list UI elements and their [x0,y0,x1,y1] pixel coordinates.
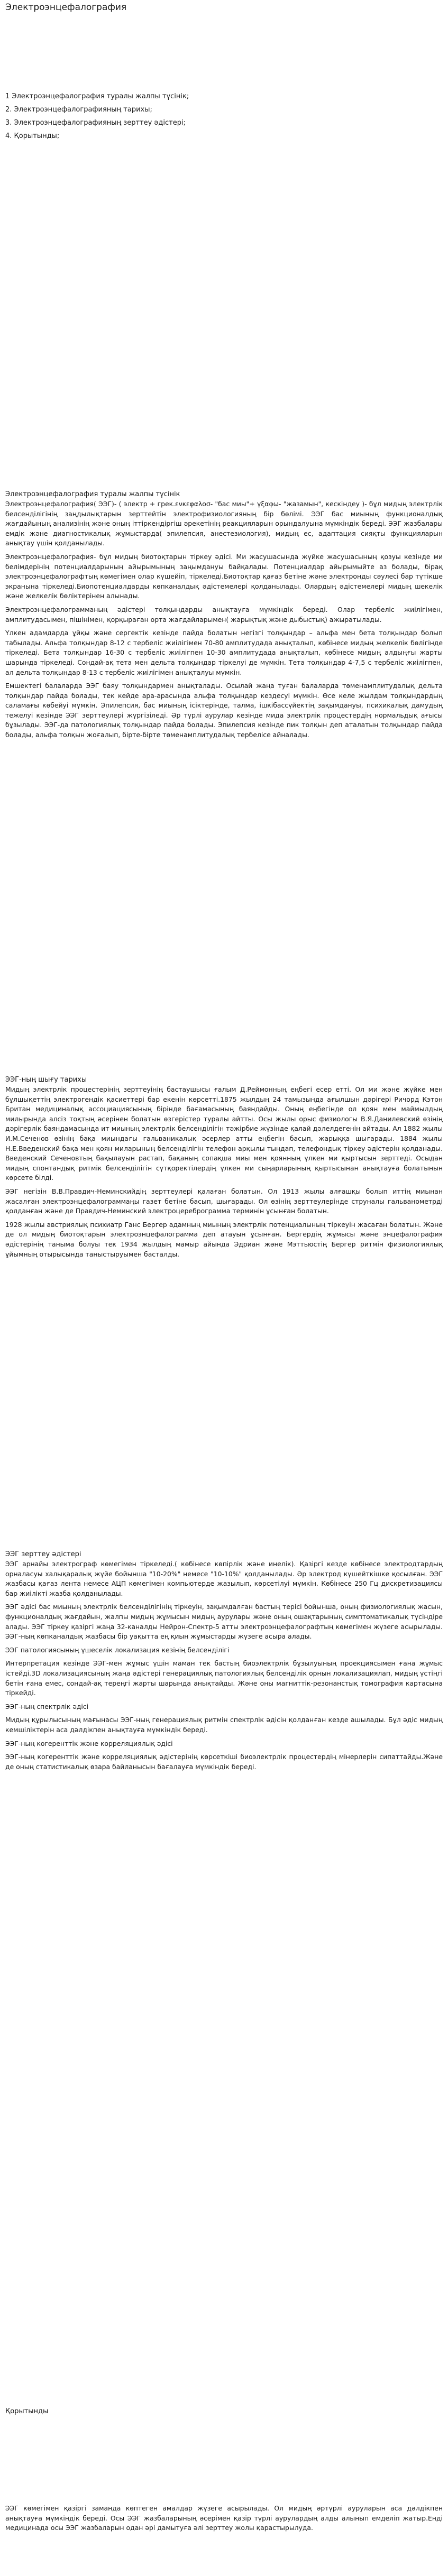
toc-item: 4. Қорытынды; [5,132,60,140]
section-conclusion [5,2504,443,2537]
paragraph: Мидың құрылысының мағынасы ЭЭГ-ның генерациялық ритмін спектрлік әдісін қолданған кезде ашылады. Бұл әдіс мидың кемшіліктерін аса дәлдікпен анықтауға мүмкіндік береді. [5,1716,443,1734]
toc-item: 2. Электроэнцефалографияның тарихы; [5,106,152,114]
paragraph: Мидың электрлік процестерінің зерттеуінің бастаушысы ғалым Д.Реймонның еңбегі есер етті. Ол ми және жүйке мен бұлшықеттің электрогендік қасиеттері бар екенін көрсетті.1875 жылдың 24 тамызында ағылшын дәрігері Ричорд Кэтон Британ медициналық ассоциациясының бірінде бағамасының баяндайды. Оның еңбегінде ол қоян мен маймылдың милырында алсіз тоқтың әсерінен болатын өзгерістер туралы айтты. Осы жылы орыс физиологы В.Я.Данилевский өзінің дәрігерлік баяндамасында ит миының электрлік белсенділігін тәжірбие жүзінде қалай дәлелдегенін айтады. Ал 1882 жылы И.М.Сеченов өзінің бақа миындағы гальваникалық әсерлер атты еңбегін басып, жарыққа шығарады. 1884 жылы Н.Е.Введенский бақа мен қоян миларының белсенділігін телефон арқылы тыңдап, телефондық тіркеу әдістерін қолданады. Введенский Сеченовтың бақылауын растап, бақаның сопақша миы мен қоянның үлкен ми қыртысын зерттеді. Осыдан мидың спонтандық ритмік белсенділігін сүтқоректілердің үлкен ми сыңарларының қыртысынан анықтауға болатынын көрсете білді. [5,1085,443,1182]
subheading: ЭЭГ-ның спектрлік әдісі [5,1702,89,1710]
paragraph: Электроэнцефалография( ЭЭГ)- ( электр + грек.ενκεφαλοσ- "бас миы"+ γξαφω- "жазамын", кескіндеу )- бұл мидың электрлік белсенділігінің заңдылықтарын зерттейтін электрофизиологияның бір бөлімі. ЭЭГ бас миының функционалдық жағдайының анализінің және оның іттіркендіргіш әрекетінің реакцияларын орындалуына мүмкіндік береді. ЭЭГ жазбалары емдік және диагностикалық жұмыстарда( эпилепсия, анестезиология), мидың ес, адаптация сияқты функцияларын анықтау үшін қолданылады. [5,500,443,547]
paragraph: Интерпретация кезінде ЭЭГ-мен жұмыс үшін маман тек бастың биоэлектрлік бұзылуының проекциясымен ғана жұмыс істейді.3D локализациясының жаңа әдістері генерациялық патологиялық белсенділік орнын локализациялап, мидың үстіңгі бетін ғана емес, сондай-ақ тереңгі жарты шарында анықтайды. Және оны магниттік-резонанстық томография картасына тіркейді. [5,1659,443,1697]
paragraph: Үлкен адамдарда ұйқы және сергектік кезінде пайда болатын негізгі толқындар – альфа мен бета толқындар болып табылады. Альфа толқындар 8-12 с тербеліс жиілігімен 70-80 амплитудада анықталып, көбінесе мидың желкелік бөлігінде тіркеледі. Бета толқындар 16-30 с тербеліс жиілігпен 10-30 амплитудада анықталып, көбінесе мидың алдыңғы жарты шарында тіркеледі. Сондай-ақ тета мен дельта толқындар тіркелуі де мүмкін. Тета толқындар 4-7,5 с тербеліс жиілігпен, ал дельта толқындар 8-13 с тербеліс жиілігімен анықталуы мүмкін. [5,629,443,676]
paragraph: Емшектегі балаларда ЭЭГ баяу толқындармен анықталады. Осылай жаңа туған балаларда төменамплитудалық дельта толқындар пайда болады, тек кейде ара-арасында альфа толқындар кездесуі мүмкін. Өсе келе жылдам толқындардың саламағы көбейуі мүмкін. Эпилепсия, бас миының ісіктерінде, талма, ішкібассүйектің зақымдануы, психикалық дамудың тежелуі кезінде ЭЭГ зерттеулері жүргізіледі. Әр түрлі аурулар кезінде мида электрлік процестердің нормальдық ағысы бұзылады. ЭЭГ-да патологиялық толқындар пайда болады. Эпилепсия кезінде пик толқын деп аталатын толқындар пайда болады, альфа толқын жоғалып, бірте-бірте төменамплитудалық тербелісе айналады. [5,682,443,739]
section-methods [5,1550,443,1775]
page-title: Электроэнцефалография [5,2,127,13]
paragraph: ЭЭГ арнайы электрограф көмегімен тіркеледі.( көбінесе көпірлік және инелік). Қазіргі кезде көбінесе электродтардың орналасуы халықаралық жүйе бойынша "10-20%" немесе "10-10%" қолданылады. Әр электрод күшейткішке қосылған. ЭЭГ жазбасы қағаз лента немесе АЦП көмегімен компьютерде жазылып, көрсетілуі мүмкін. Көбінесе 250 Гц дискретизациясы бар жиілікті жазба қолданылады. [5,1560,443,1597]
section-overview [5,490,443,744]
paragraph: ЭЭГ негізін В.В.Правдич-Неминскийдің зерттеулері қалаған болатын. Ол 1913 жылы алғашқы болып иттің миынан жасалған электроэнцефалограммаңы газет бетіне басып, шығарады. Ол өзінің зерттеулерінде струналы гальванометрді қолданған және де Правдич-Неминский электроцереброграмма терминін ұсынған болатын. [5,1187,443,1215]
subheading: ЭЭГ патологиясының үшеселік локализация кезінің белсенділігі [5,1645,230,1654]
toc-item: 1 Электроэнцефалография туралы жалпы түсінік; [5,92,189,100]
paragraph: ЭЭГ әдісі бас миының электрлік белсенділігінің тіркеуін, зақымдалған бастың терісі бойынша, оның физиологиялық жасын, функционалдық жағдайын, жалпы мидың жұмысын мидың аурулары және оның ошақтарының симптоматикалық түсіндіре алады. ЭЭГ тіркеу қазіргі жаңа 32-каналды Нейрон-Спектр-5 атты электроэнцефалографтың көмегімен жүзеге асырылады. ЭЭГ-ның көпканалдық жазбасы бір уақытта ең қиын жұмыстарды жүзеге асыра алады. [5,1603,443,1641]
paragraph: ЭЭГ көмегімен қазіргі заманда көптеген амалдар жүзеге асырылады. Ол мидың әртүрлі ауруларын аса дәлдікпен анықтауға мүмкіндік береді. Осы ЭЭГ жазбаларының әсерімен қазір түрлі аурулардың алды алынып емделіп жатыр.Енді медицинада осы ЭЭГ жазбаларын одан әрі дамытуға әлі зерттеу жолы қарастырылуда. [5,2504,443,2532]
section-heading: Электроэнцефалография туралы жалпы түсінік [5,490,180,498]
table-of-contents [5,90,189,143]
section-history [5,1076,443,1263]
section-heading: ЭЭГ-ның шығу тарихы [5,1076,87,1084]
toc-item: 3. Электроэнцефалографияның зерттеу әдістері; [5,119,186,127]
paragraph: Электроэнцефалография- бұл мидың биотоқтарын тіркеу әдісі. Ми жасушасында жүйке жасушасының қозуы кезінде ми белімдерінің потенциалдарының айырымының заңымдануы байқалады. Потенциалдар айырымыйте аз болады, бірақ электроэнцефалографтың көмегімен олар күшейіп, тіркеледі.Биотоқтар қағаз бетіне және электронды сәулесі бар түтікше экранына тіркеледі.Биопотенциалдарды көпканалдық әдістемелері қолданылады. Олардың әдістемелері мидың шекелік және желкелік бөліктерінен алынады. [5,552,443,600]
subheading: ЭЭГ-ның когеренттік және корреляциялық әдісі [5,1739,173,1747]
section-heading: ЭЭГ зерттеу әдістері [5,1550,81,1558]
conclusion-heading: Қорытынды [5,2407,49,2415]
paragraph: 1928 жылы австриялық психиатр Ганс Бергер адамның миының электрлік потенциалының тіркеуін жасаған болатын. Және де ол мидың биотоқтарын электроэнцефалограмма деп атауын ұсынған. Бергердің жұмысы және энцефалография әдістерінің таныма болуы тек 1934 жылдың мамыр айында Эдриан және Мэттьюстің Бергер ритмін физиологиялық ұйымның отырысында таныстыруымен басталды. [5,1220,443,1258]
paragraph: Электроэнцефалограмманың әдістері толқындарды анықтауға мүмкіндік береді. Олар тербеліс жиілігімен, амплитудасымен, пішінімен, қорқыраған орта жағдайларымен( жарықтық және дыбыстық) ажыратылады. [5,605,443,624]
paragraph: ЭЭГ-ның когеренттік және корреляциялық әдістерінің көрсеткіші биоэлектрлік процестердің мінерлерін сипаттайды.Және де оның статистикалық өзара байланысын бағалауға мүмкіндік береді. [5,1753,443,1771]
